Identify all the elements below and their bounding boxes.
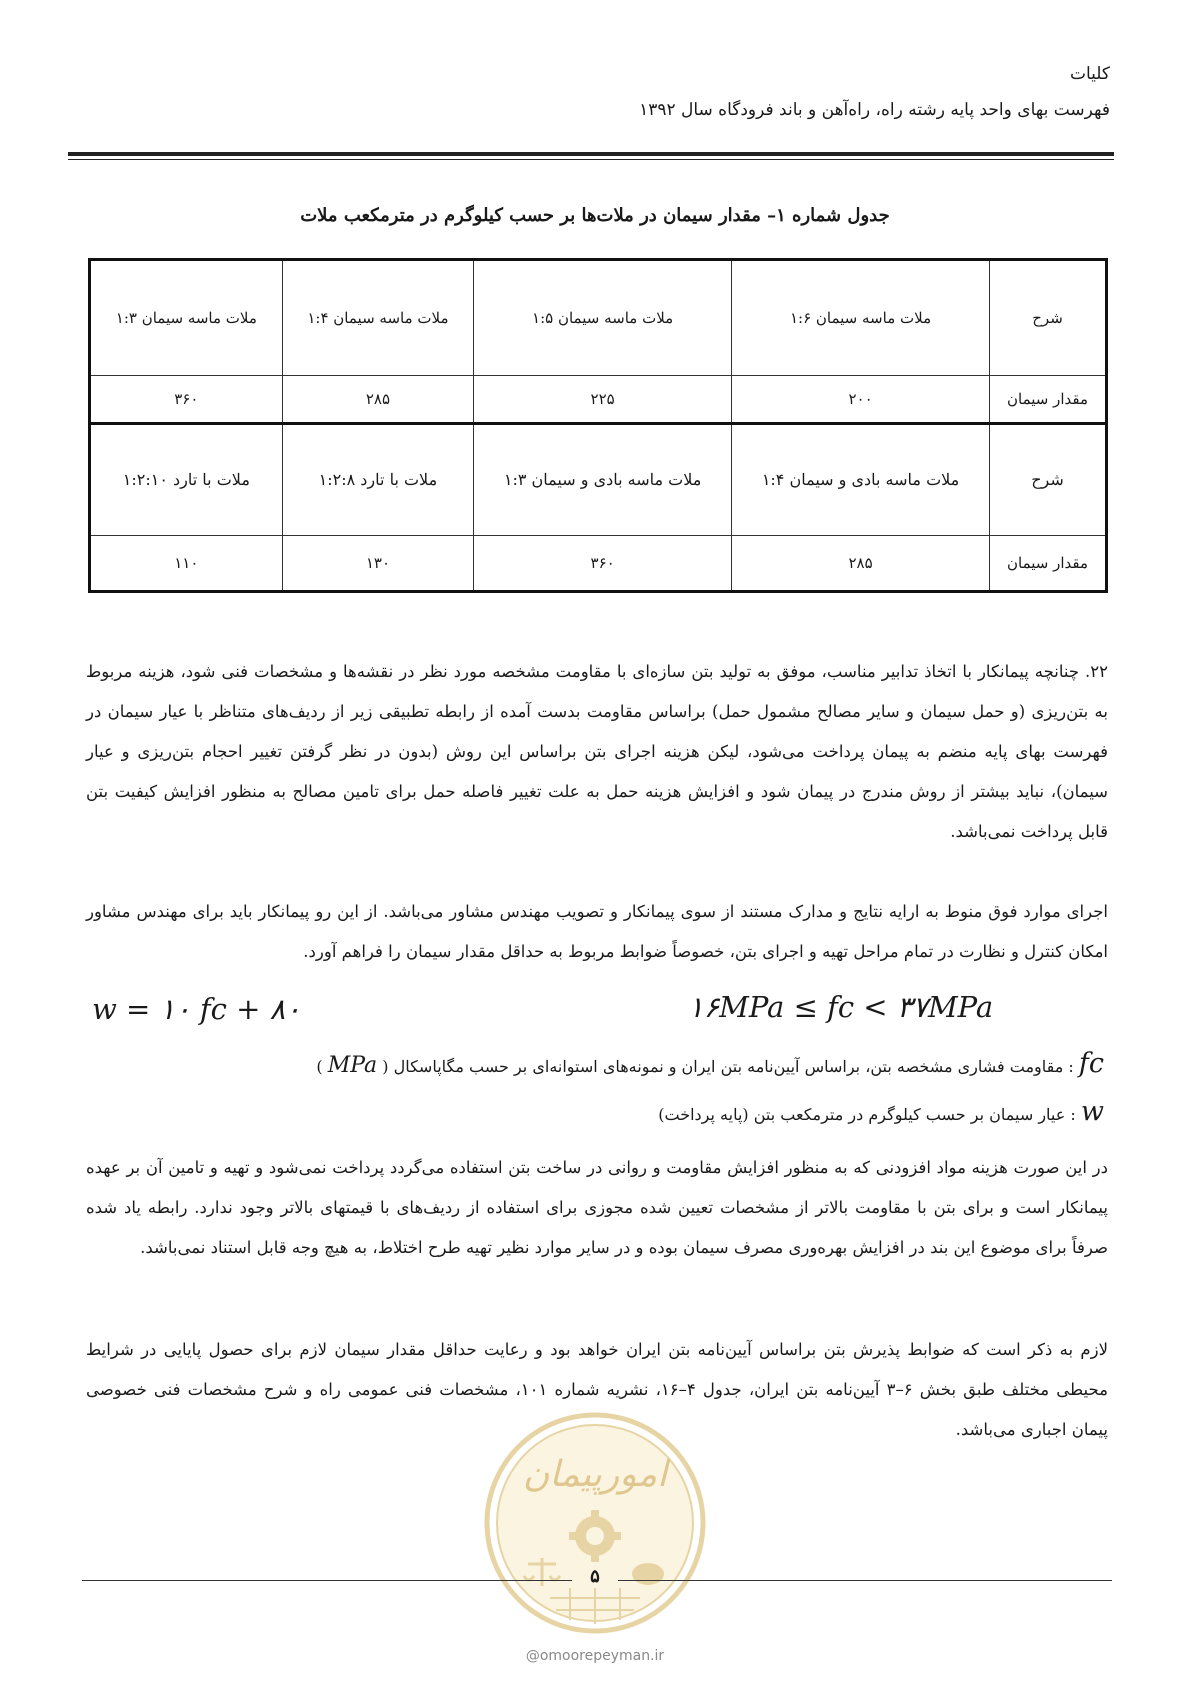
table-row <box>90 376 1107 424</box>
table-header-cell: ملات با تارد ۱:۲:۸ <box>282 424 473 536</box>
table-value-cell: ۱۳۰ <box>282 536 473 592</box>
page-number: ۵ <box>590 1566 600 1587</box>
row-label-cement: مقدار سیمان <box>990 536 1107 592</box>
row-label-cement: مقدار سیمان <box>990 376 1107 424</box>
table-row <box>90 536 1107 592</box>
paragraph-contractor-approval: اجرای موارد فوق منوط به ارایه نتایج و مدارک مستند از سوی پیمانکار و تصویب مهندس مشاور می‌باشد. از این رو پیمانکار باید برای مهندس مشاور امکان کنترل و نظارت در تمام مراحل تهیه و اجرای بتن، خصوصاً ضوابط مربوط به حداقل مقدار سیمان را فراهم آورد. <box>86 902 1108 961</box>
definition-w-text: : عیار سیمان بر حسب کیلوگرم در مترمکعب بتن (پایه پرداخت) <box>658 1105 1076 1124</box>
paragraph-additives: در این صورت هزینه مواد افزودنی که به منظور افزایش مقاومت و روانی در ساخت بتن استفاده می‌گردد پرداخت نمی‌شود و تهیه و تامین آن بر عهده پیمانکار است و برای بتن با مقاومت بالاتر از مشخصات تعیین شده مجوزی برای استفاده از ردیف‌های با قیمتهای بالاتر وجود ندارد. رابطه یاد شده صرفاً برای موضوع این بند در افزایش بهره‌وری مصرف سیمان بوده و در سایر موارد نظیر تهیه طرح اختلاط، به هیچ وجه قابل استناد نمی‌باشد. <box>86 1158 1108 1257</box>
header-section-title: کلیات <box>1069 64 1110 84</box>
table-value-cell: ۳۶۰ <box>474 536 732 592</box>
header-rule-thin <box>68 159 1114 160</box>
watermark-seal-logo <box>480 1408 710 1638</box>
table-header-cell: ملات ماسه سیمان ۱:۴ <box>282 260 473 376</box>
table-value-cell: ۲۸۵ <box>282 376 473 424</box>
header-document-title: فهرست بهای واحد پایه رشته راه، راه‌آهن و باند فرودگاه سال ۱۳۹۲ <box>639 100 1110 120</box>
table-caption: جدول شماره ۱– مقدار سیمان در ملات‌ها بر حسب کیلوگرم در مترمکعب ملات <box>300 205 890 226</box>
cement-quantity-table <box>88 258 1108 593</box>
definition-fc-close: ) <box>316 1057 323 1076</box>
table-header-cell: ملات با تارد ۱:۲:۱۰ <box>90 424 283 536</box>
header-rule-thick <box>68 152 1114 156</box>
symbol-fc: fc <box>1078 1048 1104 1079</box>
row-label-description: شرح <box>990 424 1107 536</box>
table-header-cell: ملات ماسه بادی و سیمان ۱:۳ <box>474 424 732 536</box>
watermark-text: امورپیمان <box>522 1454 668 1495</box>
paragraph-acceptance-criteria: لازم به ذکر است که ضوابط پذیرش بتن براساس آیین‌نامه بتن ایران خواهد بود و رعایت حداقل مقدار سیمان لازم برای حصول پایایی در شرایط محیطی مختلف طبق بخش ۶–۳ آیین‌نامه بتن ایران، جدول ۴–۱۶، نشریه شماره ۱۰۱، مشخصات فنی عمومی راه و شرح مشخصات فنی خصوصی پیمان اجباری می‌باشد. <box>86 1340 1109 1439</box>
footer-rule-left <box>82 1580 572 1581</box>
unit-mpa: MPa <box>327 1053 378 1078</box>
table-row <box>90 260 1107 376</box>
row-label-description: شرح <box>990 260 1107 376</box>
formula-cement-content: w = ۱۰ fc + ۸۰ <box>92 992 301 1026</box>
table-header-cell: ملات ماسه سیمان ۱:۶ <box>732 260 990 376</box>
footer-rule-right <box>618 1580 1112 1581</box>
table-header-cell: ملات ماسه سیمان ۱:۳ <box>90 260 283 376</box>
table-value-cell: ۲۸۵ <box>732 536 990 592</box>
table-value-cell: ۲۲۵ <box>474 376 732 424</box>
table-row <box>90 424 1107 536</box>
definition-fc-text: : مقاومت فشاری مشخصه بتن، براساس آیین‌نامه بتن ایران و نمونه‌های استوانه‌ای بر حسب مگاپاسکال ( <box>382 1057 1074 1076</box>
symbol-w: w <box>1080 1096 1104 1127</box>
table-value-cell: ۲۰۰ <box>732 376 990 424</box>
footer-website-url: @omoorepeyman.ir <box>525 1648 665 1664</box>
formula-strength-range: ۱۶MPa ≤ fc < ۳۷MPa <box>688 990 994 1024</box>
table-header-cell: ملات ماسه بادی و سیمان ۱:۴ <box>732 424 990 536</box>
seal-hand-icon <box>632 1563 664 1585</box>
table-value-cell: ۳۶۰ <box>90 376 283 424</box>
table-header-cell: ملات ماسه سیمان ۱:۵ <box>474 260 732 376</box>
definition-w <box>658 1096 1104 1127</box>
paragraph-clause-22: ۲۲. چنانچه پیمانکار با اتخاذ تدابیر مناسب، موفق به تولید بتن سازه‌ای با مقاومت مشخصه مورد نظر در نقشه‌ها و مشخصات فنی شود، هزینه مربوط به بتن‌ریزی (و حمل سیمان و سایر مصالح مشمول حمل) براساس مقاومت بدست آمده از رابطه تطبیقی زیر از ردیف‌های متناظر با عیار سیمان در فهرست بهای پایه منضم به پیمان پرداخت می‌شود، لیکن هزینه اجرای بتن براساس این روش (بدون در نظر گرفتن تغییر احجام بتن‌ریزی و عیار سیمان)، نباید بیشتر از روش مندرج در پیمان شود و افزایش هزینه حمل به علت تغییر فاصله حمل برای تامین مصالح به منظور افزایش کیفیت بتن قابل پرداخت نمی‌باشد. <box>86 662 1108 841</box>
definition-fc <box>316 1048 1104 1079</box>
table-value-cell: ۱۱۰ <box>90 536 283 592</box>
